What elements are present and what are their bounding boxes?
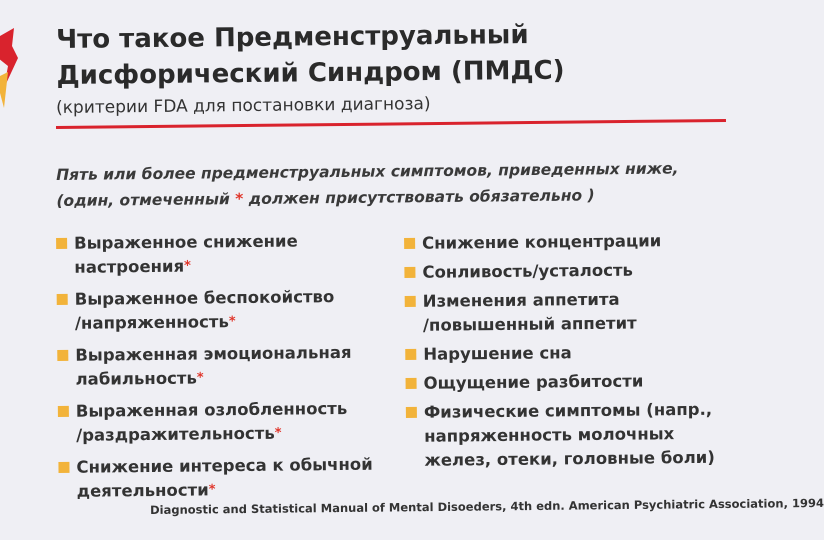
list-item <box>406 398 727 473</box>
item-line: Физические симптомы (напр., <box>423 399 713 422</box>
item-line: /повышенный аппетит <box>422 313 637 335</box>
item-text: лабильность <box>75 368 197 389</box>
item-line: Сонливость/усталость <box>422 260 634 282</box>
item-line: Снижение интереса к обычной <box>76 454 373 477</box>
list-item <box>405 369 725 396</box>
item-text: настроения <box>74 256 185 277</box>
list-item <box>57 341 387 392</box>
intro-line-2-start: (один, отмеченный <box>56 190 236 210</box>
required-star: * <box>235 190 244 209</box>
required-star: * <box>208 482 216 498</box>
bullet-square-icon <box>56 238 67 249</box>
bullet-square-icon <box>406 378 417 389</box>
item-line: желез, отеки, головные боли) <box>424 447 715 470</box>
bullet-square-icon <box>405 296 416 307</box>
subtitle: (критерии FDA для постановки диагноза) <box>56 94 431 118</box>
required-star: * <box>196 370 204 386</box>
bullet-square-icon <box>406 407 417 418</box>
bullet-square-icon <box>57 350 68 361</box>
intro-line-2-end: должен присутствовать обязательно ) <box>243 186 595 209</box>
item-line <box>76 421 388 448</box>
bullet-square-icon <box>404 238 415 249</box>
item-line: напряженность молочных <box>424 424 675 446</box>
source-citation: Diagnostic and Statistical Manual of Mental Disoeders, 4th edn. American Psychiatric Association, 1994 <box>150 495 824 517</box>
list-item <box>404 229 724 256</box>
item-line <box>75 365 387 392</box>
list-item <box>58 397 388 448</box>
divider-rule <box>56 119 726 129</box>
item-line: Выраженное беспокойство <box>74 287 335 309</box>
required-star: * <box>184 258 192 274</box>
bullet-square-icon <box>57 294 68 305</box>
right-symptom-list <box>404 229 727 478</box>
bullet-square-icon <box>58 406 69 417</box>
logo-mark <box>0 28 24 118</box>
item-line <box>74 253 386 280</box>
bullet-square-icon <box>404 267 415 278</box>
item-line: Снижение концентрации <box>422 231 662 253</box>
list-item <box>56 229 386 280</box>
item-line <box>77 477 389 504</box>
required-star: * <box>228 314 236 330</box>
page-title <box>56 15 697 94</box>
intro-line-2 <box>56 181 716 214</box>
item-line: Ощущение разбитости <box>423 371 644 393</box>
intro-line-1: Пять или более предменструальных симптомов, приведенных ниже, <box>56 159 679 184</box>
bullet-square-icon <box>405 349 416 360</box>
item-line: Выраженная озлобленность <box>75 398 348 421</box>
list-item <box>405 340 725 367</box>
intro-text <box>56 155 717 214</box>
item-line: Выраженное снижение <box>74 231 298 253</box>
item-line <box>75 309 387 336</box>
required-star: * <box>274 425 282 441</box>
item-text: деятельности <box>76 480 209 501</box>
list-item <box>405 287 725 338</box>
bullet-square-icon <box>58 462 69 473</box>
left-symptom-list <box>56 229 389 512</box>
title-line-1: Что такое Предменструальный <box>56 20 529 55</box>
item-line: Нарушение сна <box>423 343 572 364</box>
item-line: Выраженная эмоциональная <box>75 342 352 365</box>
item-text: /напряженность <box>74 312 229 333</box>
title-line-2: Дисфорический Синдром (ПМДС) <box>56 55 565 91</box>
item-text: /раздражительность <box>76 423 275 445</box>
list-item <box>404 258 724 285</box>
item-line: Изменения аппетита <box>422 289 620 311</box>
list-item <box>57 285 387 336</box>
list-item <box>58 453 388 504</box>
